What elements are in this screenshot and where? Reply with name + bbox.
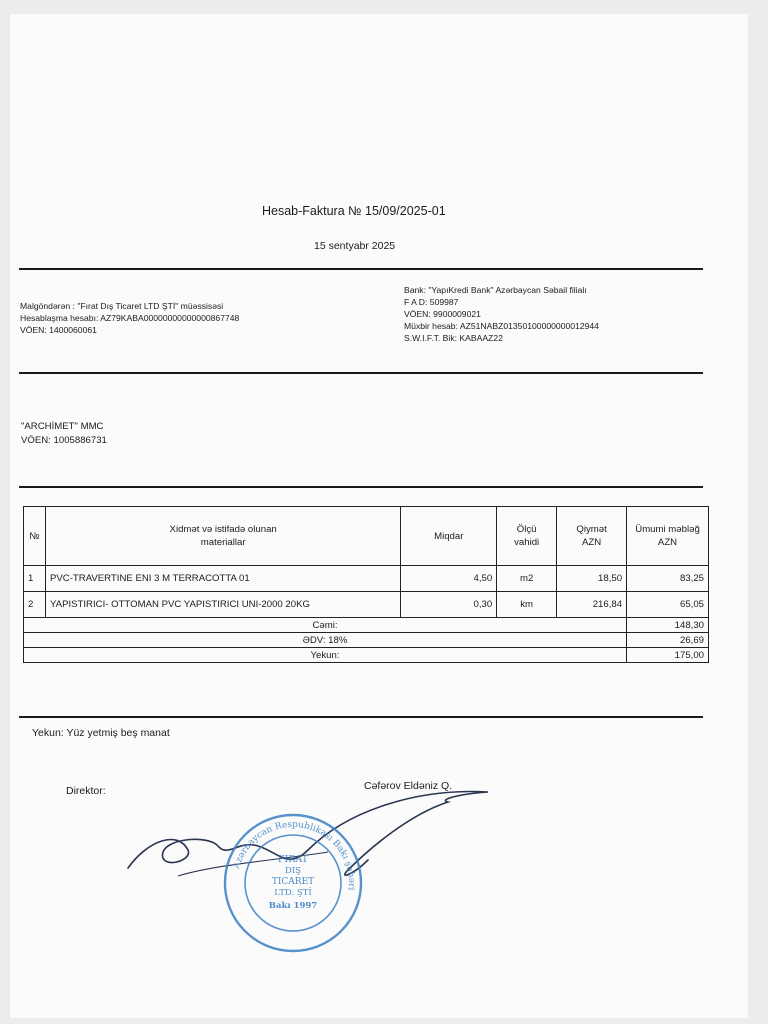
header-service-line1: Xidmət və istifadə olunan	[169, 524, 277, 535]
header-service-line2: materiallar	[200, 537, 246, 548]
grand-total-label: Yekun:	[24, 648, 627, 663]
bank-swift: S.W.I.F.T. Bik: KABAAZ22	[404, 333, 503, 343]
row-name: PVC-TRAVERTINE ENI 3 M TERRACOTTA 01	[45, 566, 400, 592]
bank-fad: F A D: 509987	[404, 297, 459, 307]
stamp-line: FIRAT	[277, 854, 309, 865]
row-qty: 4,50	[401, 566, 497, 592]
vat-row	[24, 633, 709, 648]
stamp-line: DIŞ	[285, 866, 301, 876]
grand-total-row	[24, 648, 709, 663]
table-header-row	[24, 507, 709, 566]
signer-name: Cəfərov Eldəniz Q.	[364, 780, 453, 792]
bank-name: Bank: "YapıKredi Bank" Azərbaycan Səbail filialı	[404, 285, 587, 295]
header-total	[627, 507, 709, 566]
company-stamp	[222, 812, 364, 954]
buyer-block	[21, 420, 107, 448]
row-no: 1	[24, 566, 46, 592]
director-label: Direktor:	[66, 785, 106, 797]
buyer-tax-id: VÖEN: 1005886731	[21, 435, 107, 446]
sender-tax-id: VÖEN: 1400060061	[20, 325, 97, 335]
row-price: 18,50	[557, 566, 627, 592]
sender-name: Malgöndərən : "Fırat Dış Ticaret LTD ŞTİ" müəssisəsi	[20, 301, 224, 311]
sender-account: Hesablaşma hesabı: AZ79KABA00000000000000867748	[20, 313, 240, 323]
row-no: 2	[24, 592, 46, 618]
header-unit	[497, 507, 557, 566]
amount-in-words: Yekun: Yüz yetmiş beş manat	[32, 727, 170, 739]
buyer-name: "ARCHİMET" MMC	[21, 421, 104, 432]
divider	[19, 716, 703, 718]
divider	[19, 486, 703, 488]
row-qty: 0,30	[401, 592, 497, 618]
row-total: 83,25	[627, 566, 709, 592]
bank-block	[404, 284, 599, 344]
header-total-line2: AZN	[657, 537, 678, 548]
vat-label: ƏDV: 18%	[24, 633, 627, 648]
header-unit-line1: Ölçü	[516, 524, 537, 535]
vat-value: 26,69	[627, 633, 709, 648]
header-unit-line2: vahidi	[514, 537, 540, 548]
divider	[19, 268, 703, 270]
stamp-line: TICARET	[271, 877, 315, 887]
items-table	[23, 506, 709, 663]
subtotal-value: 148,30	[627, 618, 709, 633]
header-service	[45, 507, 400, 566]
subtotal-label: Cəmi:	[24, 618, 627, 633]
header-qty: Miqdar	[401, 507, 497, 566]
row-unit: km	[497, 592, 557, 618]
invoice-title: Hesab-Faktura № 15/09/2025-01	[262, 204, 446, 218]
header-price	[557, 507, 627, 566]
grand-total-value: 175,00	[627, 648, 709, 663]
row-unit: m2	[497, 566, 557, 592]
row-total: 65,05	[627, 592, 709, 618]
divider	[19, 372, 703, 374]
header-no: №	[24, 507, 46, 566]
subtotal-row	[24, 618, 709, 633]
sender-block	[20, 300, 239, 336]
table-row	[24, 566, 709, 592]
row-price: 216,84	[557, 592, 627, 618]
stamp-line: LTD. ŞTİ	[274, 888, 312, 898]
header-price-line2: AZN	[581, 537, 602, 548]
invoice-date: 15 sentyabr 2025	[314, 240, 396, 252]
stamp-outer-text: Azərbaycan Respublikası Bakı şəhəri	[231, 819, 357, 891]
bank-correspondent-account: Müxbir hesab: AZ51NABZ01350100000000012944	[404, 321, 599, 331]
bank-tax-id: VÖEN: 9900009021	[404, 309, 481, 319]
table-row	[24, 592, 709, 618]
header-total-line1: Ümumi məbləğ	[635, 524, 700, 535]
header-price-line1: Qiymət	[576, 524, 607, 535]
stamp-line: Bakı 1997	[268, 901, 318, 911]
row-name: YAPISTIRICI- OTTOMAN PVC YAPISTIRICI UNI-2000 20KG	[45, 592, 400, 618]
